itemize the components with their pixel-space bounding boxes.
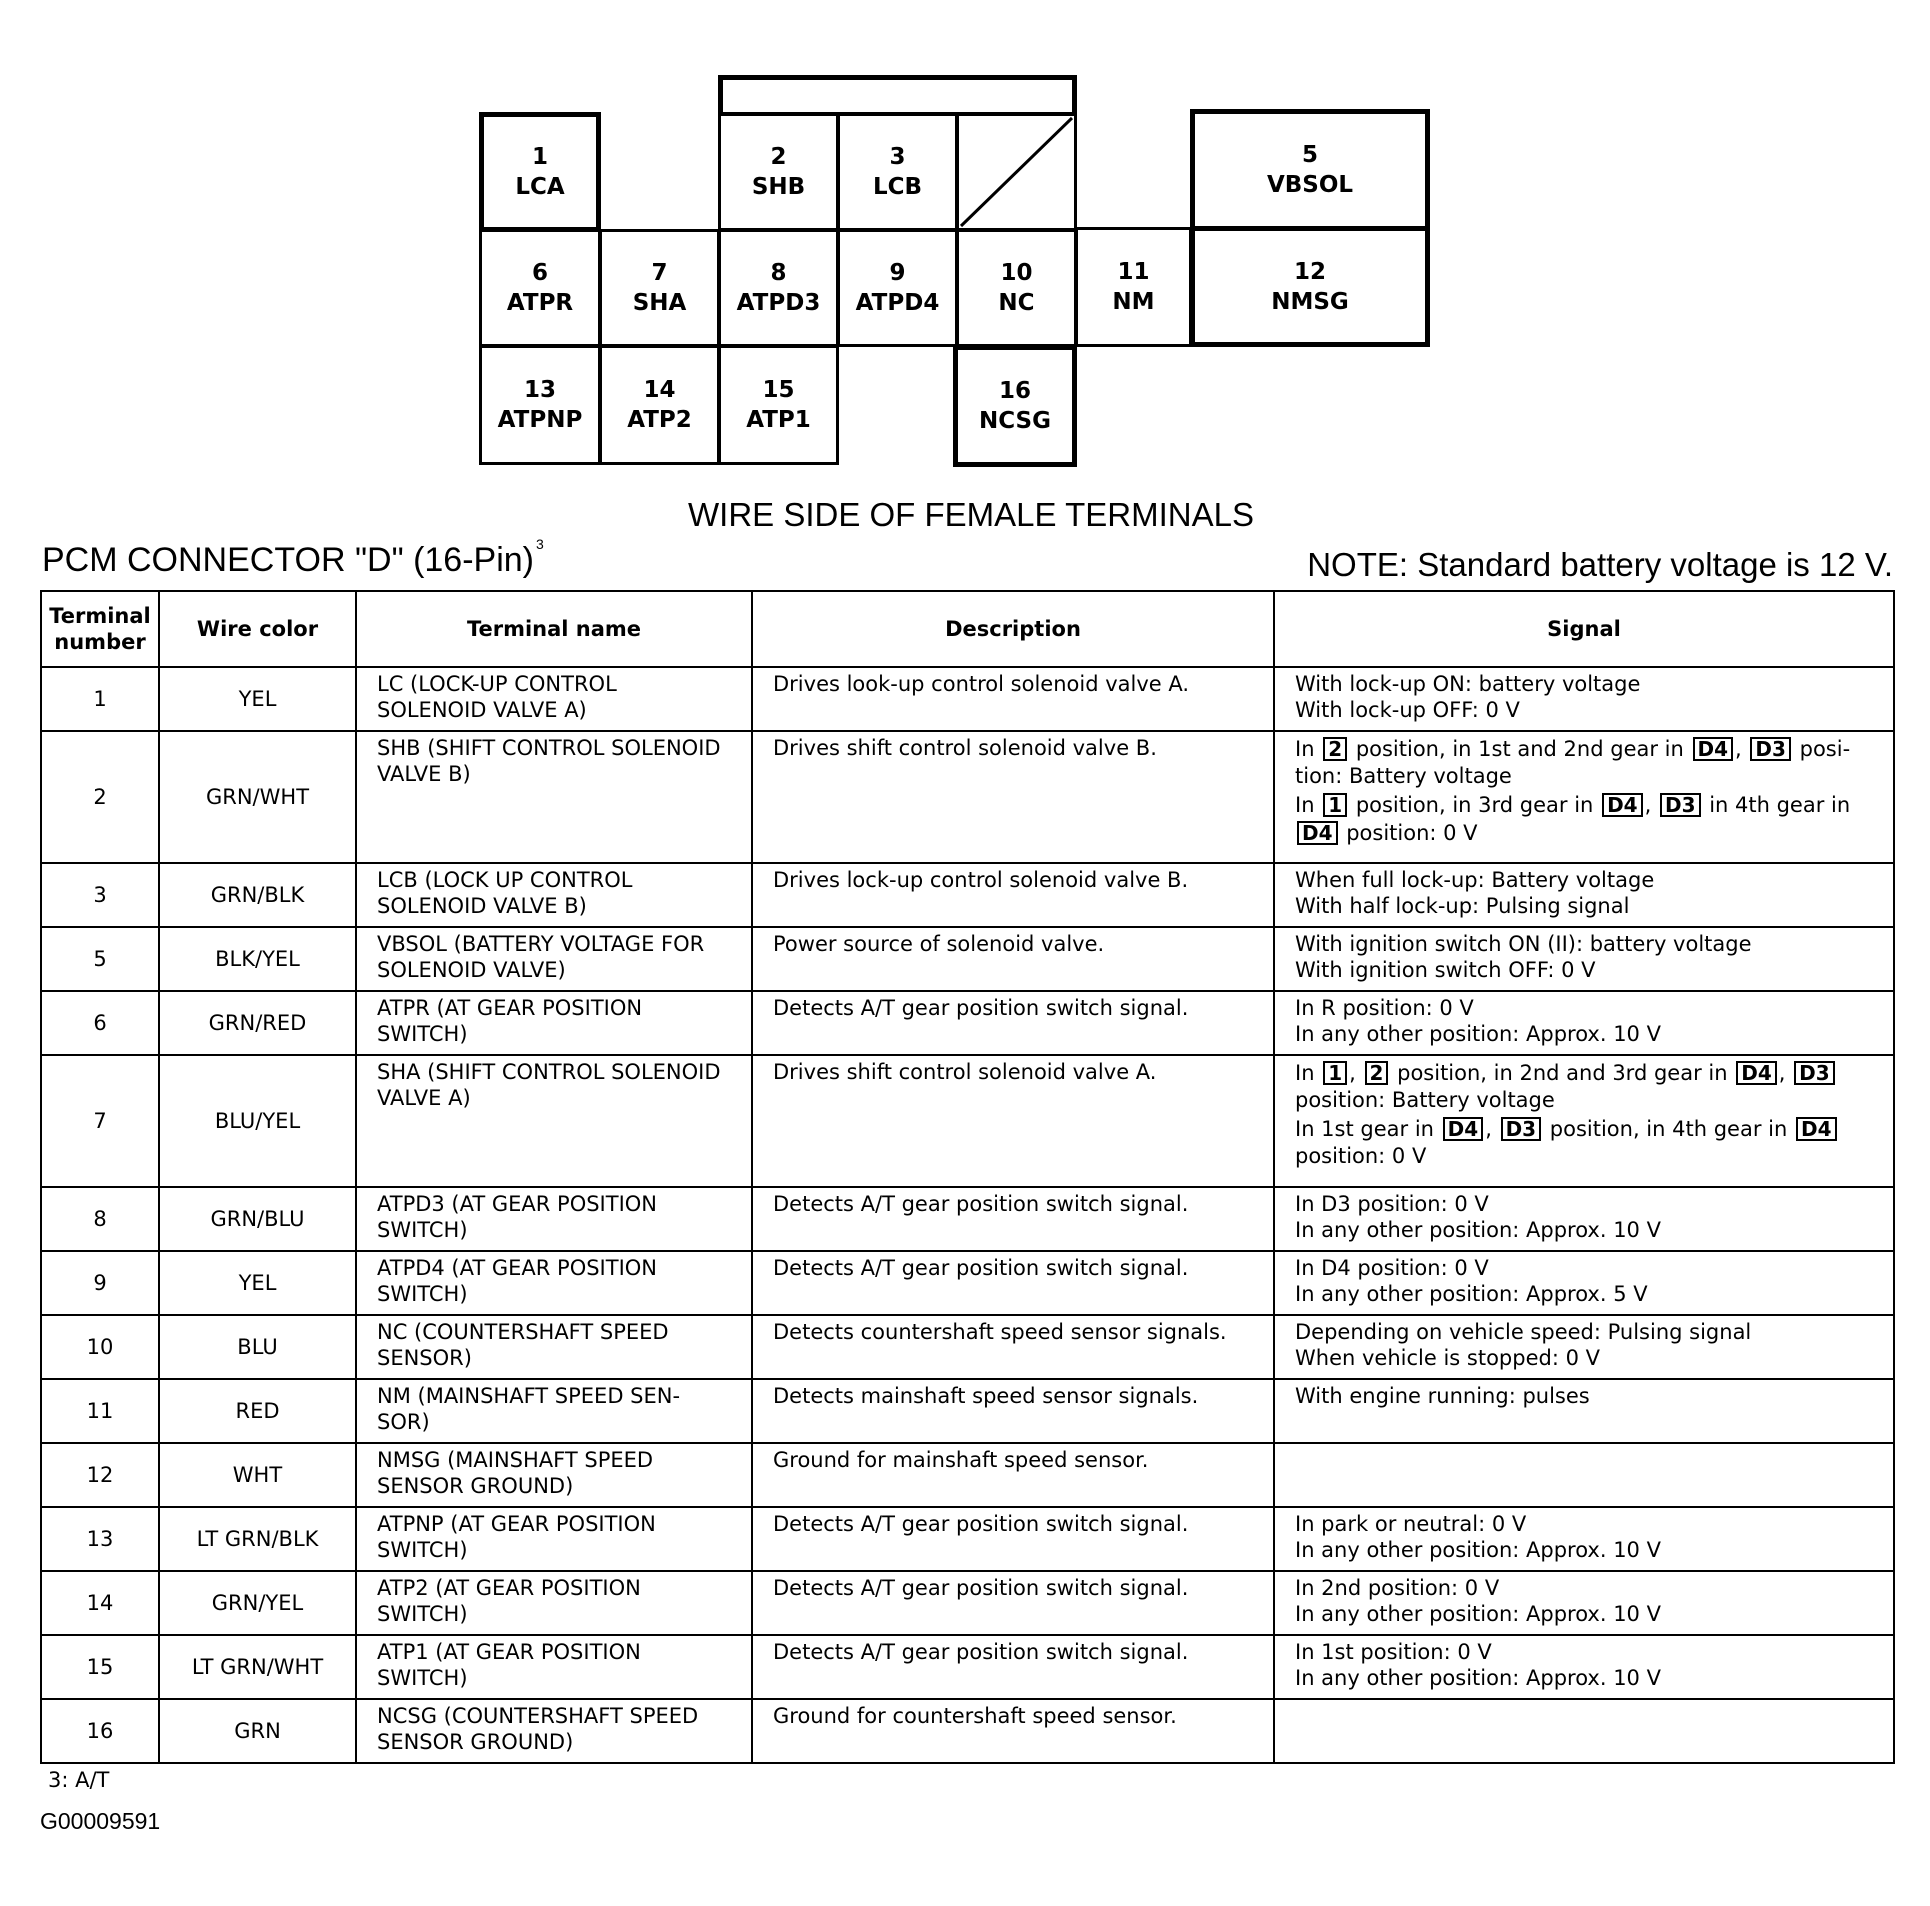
terminal-number: 3 [889,144,906,170]
cell-wire-color: BLK/YEL [159,927,356,991]
terminal-14 [599,345,720,465]
terminal-number: 14 [643,377,676,403]
table-row [41,1443,1894,1507]
signal-line: In any other position: Approx. 10 V [1295,1602,1661,1626]
terminal-label: NCSG [979,408,1051,434]
cell-terminal-number: 13 [41,1507,159,1571]
gear-position-box: 2 [1323,737,1347,761]
header-terminal-name: Terminal name [356,591,752,667]
signal-text: In 1st gear in [1295,1117,1434,1141]
terminal-10 [956,229,1077,347]
table-row [41,1571,1894,1635]
signal-text: , [1485,1117,1492,1141]
terminal-number: 1 [531,144,548,170]
cell-terminal-number: 2 [41,731,159,863]
terminal-number: 9 [889,260,906,286]
signal-line: In any other position: Approx. 10 V [1295,1218,1661,1242]
terminal-label: ATPD4 [855,290,940,316]
terminal-label: LCA [515,174,565,200]
signal-line: When vehicle is stopped: 0 V [1295,1346,1600,1370]
gear-position-box: D4 [1443,1117,1484,1141]
terminal-label: ATPNP [497,407,583,433]
terminal-number: 15 [762,377,795,403]
signal-text: position: 0 V [1295,1144,1427,1168]
terminal-number: 12 [1293,258,1326,285]
cell-signal [1274,1251,1894,1315]
cell-description: Ground for mainshaft speed sensor. [752,1443,1274,1507]
signal-text: , [1349,1061,1356,1085]
terminal-3 [837,113,958,231]
connector-title [42,536,544,580]
terminal-number: 5 [1301,142,1318,168]
terminal-16 [953,345,1077,467]
cell-terminal-name: LCB (LOCK UP CONTROL SOLENOID VALVE B) [356,863,752,927]
cell-wire-color: GRN/BLK [159,863,356,927]
gear-position-box: 1 [1323,793,1347,817]
cell-wire-color: YEL [159,1251,356,1315]
table-row [41,1507,1894,1571]
terminal-number: 10 [1000,260,1033,286]
signal-text: position, in 2nd and 3rd gear in [1397,1061,1728,1085]
signal-line: In 2nd position: 0 V [1295,1576,1500,1600]
cell-wire-color: YEL [159,667,356,731]
header-terminal-number: Terminal number [41,591,159,667]
cell-description: Detects mainshaft speed sensor signals. [752,1379,1274,1443]
cell-signal [1274,667,1894,731]
footnote: 3: A/T [48,1768,110,1792]
cell-signal [1274,927,1894,991]
cell-description: Detects A/T gear position switch signal. [752,1635,1274,1699]
terminal-number: 8 [770,260,787,286]
cell-wire-color: GRN/YEL [159,1571,356,1635]
signal-line: When full lock-up: Battery voltage [1295,868,1655,892]
cell-signal [1274,991,1894,1055]
terminal-number: 2 [770,144,787,170]
cell-signal [1274,1315,1894,1379]
cell-terminal-number: 16 [41,1699,159,1763]
gear-position-box: D4 [1796,1117,1837,1141]
terminal-label: ATP2 [627,407,692,433]
signal-line: In any other position: Approx. 10 V [1295,1666,1661,1690]
signal-line: With engine running: pulses [1295,1384,1590,1408]
signal-line: In any other position: Approx. 10 V [1295,1022,1661,1046]
cell-description: Power source of solenoid valve. [752,927,1274,991]
cell-wire-color: GRN/WHT [159,731,356,863]
cell-terminal-name: ATP1 (AT GEAR POSITION SWITCH) [356,1635,752,1699]
cell-wire-color: LT GRN/BLK [159,1507,356,1571]
terminal-label: NC [998,290,1035,316]
gear-position-box: D3 [1794,1061,1835,1085]
connector-title-text: PCM CONNECTOR "D" (16-Pin) [42,541,535,579]
terminal-label: LCB [872,174,923,200]
terminal-table [40,590,1895,1764]
signal-line: With ignition switch OFF: 0 V [1295,958,1596,982]
cell-description: Ground for countershaft speed sensor. [752,1699,1274,1763]
cell-terminal-name: ATPNP (AT GEAR POSITION SWITCH) [356,1507,752,1571]
cell-signal [1274,731,1894,863]
header-signal: Signal [1274,591,1894,667]
cell-signal [1274,1507,1894,1571]
gear-position-box: D3 [1750,737,1791,761]
terminal-number: 11 [1117,259,1150,285]
cell-terminal-name: ATPR (AT GEAR POSITION SWITCH) [356,991,752,1055]
signal-line: In park or neutral: 0 V [1295,1512,1527,1536]
gear-position-box: 1 [1323,1061,1347,1085]
table-row [41,1635,1894,1699]
signal-text: position: Battery voltage [1295,1088,1555,1112]
table-row [41,927,1894,991]
cell-signal [1274,1635,1894,1699]
signal-line: In D3 position: 0 V [1295,1192,1489,1216]
cell-terminal-number: 14 [41,1571,159,1635]
cell-wire-color: GRN/BLU [159,1187,356,1251]
signal-text: In [1295,1061,1315,1085]
cell-terminal-name: ATPD4 (AT GEAR POSITION SWITCH) [356,1251,752,1315]
table-row [41,1251,1894,1315]
cell-terminal-number: 15 [41,1635,159,1699]
cell-signal [1274,1187,1894,1251]
terminal-4-blank [956,113,1077,231]
terminal-label: SHB [751,174,806,200]
terminal-label: NMSG [1271,288,1349,315]
cell-signal [1274,1379,1894,1443]
gear-position-box: D4 [1693,737,1734,761]
signal-line: In R position: 0 V [1295,996,1474,1020]
cell-terminal-name: NCSG (COUNTERSHAFT SPEED SENSOR GROUND) [356,1699,752,1763]
terminal-5 [1190,109,1430,231]
cell-wire-color: BLU/YEL [159,1055,356,1187]
terminal-label: ATPR [506,290,574,316]
terminal-1 [479,112,601,232]
terminal-label: NM [1112,289,1155,315]
terminal-7 [599,229,720,347]
signal-text: position, in 4th gear in [1549,1117,1788,1141]
cell-wire-color: LT GRN/WHT [159,1635,356,1699]
signal-line: With ignition switch ON (II): battery voltage [1295,932,1752,956]
cell-signal [1274,863,1894,927]
signal-text: in 4th gear in [1709,793,1851,817]
cell-signal [1274,1443,1894,1507]
signal-line: With lock-up OFF: 0 V [1295,698,1520,722]
cell-signal [1274,1055,1894,1187]
gear-position-box: D4 [1297,821,1338,845]
terminal-11 [1075,227,1192,347]
cell-terminal-number: 10 [41,1315,159,1379]
table-header-row [41,591,1894,667]
cell-terminal-name: VBSOL (BATTERY VOLTAGE FOR SOLENOID VALVE) [356,927,752,991]
terminal-6 [479,229,601,347]
cell-terminal-number: 1 [41,667,159,731]
connector-latch [718,75,1077,117]
cell-description: Detects countershaft speed sensor signals. [752,1315,1274,1379]
cell-terminal-number: 7 [41,1055,159,1187]
table-row [41,1055,1894,1187]
cell-description: Detects A/T gear position switch signal. [752,1187,1274,1251]
cell-terminal-name: NC (COUNTERSHAFT SPEED SENSOR) [356,1315,752,1379]
signal-text: , [1778,1061,1786,1085]
cell-description: Detects A/T gear position switch signal. [752,1571,1274,1635]
signal-line: In 1st position: 0 V [1295,1640,1492,1664]
table-row [41,991,1894,1055]
table-row [41,1379,1894,1443]
cell-description: Detects A/T gear position switch signal. [752,1251,1274,1315]
terminal-9 [837,229,958,347]
cell-terminal-number: 3 [41,863,159,927]
cell-description: Drives shift control solenoid valve B. [752,731,1274,863]
cell-signal [1274,1699,1894,1763]
cell-terminal-number: 5 [41,927,159,991]
cell-description: Drives look-up control solenoid valve A. [752,667,1274,731]
table-row [41,731,1894,863]
signal-text: In [1295,737,1315,761]
terminal-number: 13 [523,377,556,403]
cell-terminal-name: ATP2 (AT GEAR POSITION SWITCH) [356,1571,752,1635]
signal-line: With half lock-up: Pulsing signal [1295,894,1630,918]
signal-line: Depending on vehicle speed: Pulsing signal [1295,1320,1752,1344]
gear-position-box: D4 [1736,1061,1777,1085]
cell-terminal-number: 8 [41,1187,159,1251]
cell-terminal-name: SHA (SHIFT CONTROL SOLENOID VALVE A) [356,1055,752,1187]
footnote-mark: 3 [536,536,544,552]
header-wire-color: Wire color [159,591,356,667]
table-row [41,1187,1894,1251]
cell-terminal-name: NM (MAINSHAFT SPEED SEN-SOR) [356,1379,752,1443]
blank-terminal-slash [959,116,1074,228]
cell-wire-color: GRN/RED [159,991,356,1055]
signal-text: , [1735,737,1742,761]
terminal-15 [718,345,839,465]
signal-line: With lock-up ON: battery voltage [1295,672,1641,696]
cell-terminal-name: LC (LOCK-UP CONTROL SOLENOID VALVE A) [356,667,752,731]
cell-terminal-number: 9 [41,1251,159,1315]
cell-terminal-number: 11 [41,1379,159,1443]
cell-description: Detects A/T gear position switch signal. [752,991,1274,1055]
terminal-number: 6 [531,260,548,286]
cell-terminal-name: SHB (SHIFT CONTROL SOLENOID VALVE B) [356,731,752,863]
terminal-number: 7 [651,260,668,286]
gear-position-box: D4 [1602,793,1643,817]
terminal-13 [479,345,601,465]
signal-text: position: 0 V [1346,821,1478,845]
cell-terminal-number: 6 [41,991,159,1055]
terminal-8 [718,229,839,347]
gear-position-box: D3 [1501,1117,1542,1141]
table-row [41,1699,1894,1763]
table-row [41,863,1894,927]
header-description: Description [752,591,1274,667]
cell-description: Detects A/T gear position switch signal. [752,1507,1274,1571]
cell-description: Drives shift control solenoid valve A. [752,1055,1274,1187]
table-row [41,667,1894,731]
terminal-number: 16 [998,378,1031,404]
signal-text: position, in 1st and 2nd gear in [1355,737,1684,761]
signal-text: position, in 3rd gear in [1355,793,1594,817]
terminal-label: SHA [632,290,687,316]
cell-signal [1274,1571,1894,1635]
signal-line: In any other position: Approx. 10 V [1295,1538,1661,1562]
terminal-label: VBSOL [1266,172,1354,198]
diagram-caption: WIRE SIDE OF FEMALE TERMINALS [688,496,1254,533]
terminal-2 [718,113,839,231]
terminal-12 [1190,226,1430,347]
signal-text: posi-tion: Battery voltage [1295,737,1851,788]
signal-line: In any other position: Approx. 5 V [1295,1282,1648,1306]
cell-wire-color: WHT [159,1443,356,1507]
connector-diagram [0,0,1930,470]
voltage-note: NOTE: Standard battery voltage is 12 V. [1307,546,1893,583]
figure-id: G00009591 [40,1808,161,1834]
cell-terminal-name: ATPD3 (AT GEAR POSITION SWITCH) [356,1187,752,1251]
signal-text: , [1644,793,1652,817]
gear-position-box: D3 [1660,793,1701,817]
cell-terminal-name: NMSG (MAINSHAFT SPEED SENSOR GROUND) [356,1443,752,1507]
cell-terminal-number: 12 [41,1443,159,1507]
cell-wire-color: RED [159,1379,356,1443]
table-row [41,1315,1894,1379]
cell-wire-color: GRN [159,1699,356,1763]
cell-wire-color: BLU [159,1315,356,1379]
gear-position-box: 2 [1365,1061,1389,1085]
signal-text: In [1295,793,1315,817]
terminal-label: ATPD3 [736,290,821,316]
cell-description: Drives lock-up control solenoid valve B. [752,863,1274,927]
signal-line: In D4 position: 0 V [1295,1256,1489,1280]
terminal-label: ATP1 [746,407,811,433]
